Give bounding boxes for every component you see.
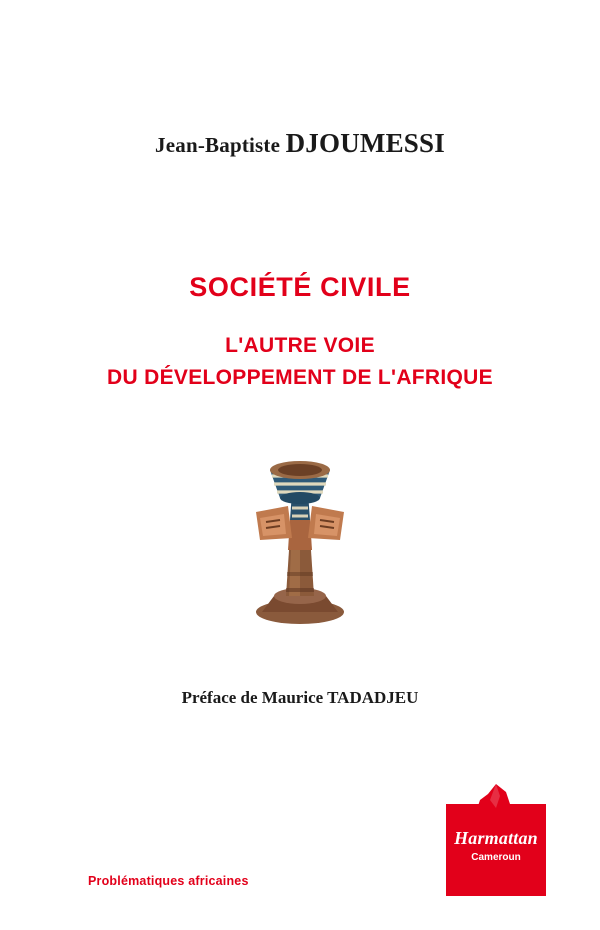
author-name: [0, 128, 600, 159]
subtitle-line-1: L'AUTRE VOIE: [225, 334, 375, 357]
author-surname: DJOUMESSI: [285, 128, 445, 158]
preface-credit: Préface de Maurice TADADJEU: [181, 688, 419, 707]
publisher-name: Harmattan: [454, 828, 538, 848]
publisher-imprint: Cameroun: [471, 852, 521, 863]
cover-illustration: [236, 446, 364, 626]
book-title: SOCIÉTÉ CIVILE: [189, 272, 411, 302]
subtitle-line-2: DU DÉVELOPPEMENT DE L'AFRIQUE: [107, 365, 493, 389]
collection-name: Problématiques africaines: [88, 874, 249, 888]
publisher-logo: [432, 782, 562, 900]
book-subtitle: [0, 330, 600, 393]
author-given-name: Jean-Baptiste: [155, 133, 281, 157]
